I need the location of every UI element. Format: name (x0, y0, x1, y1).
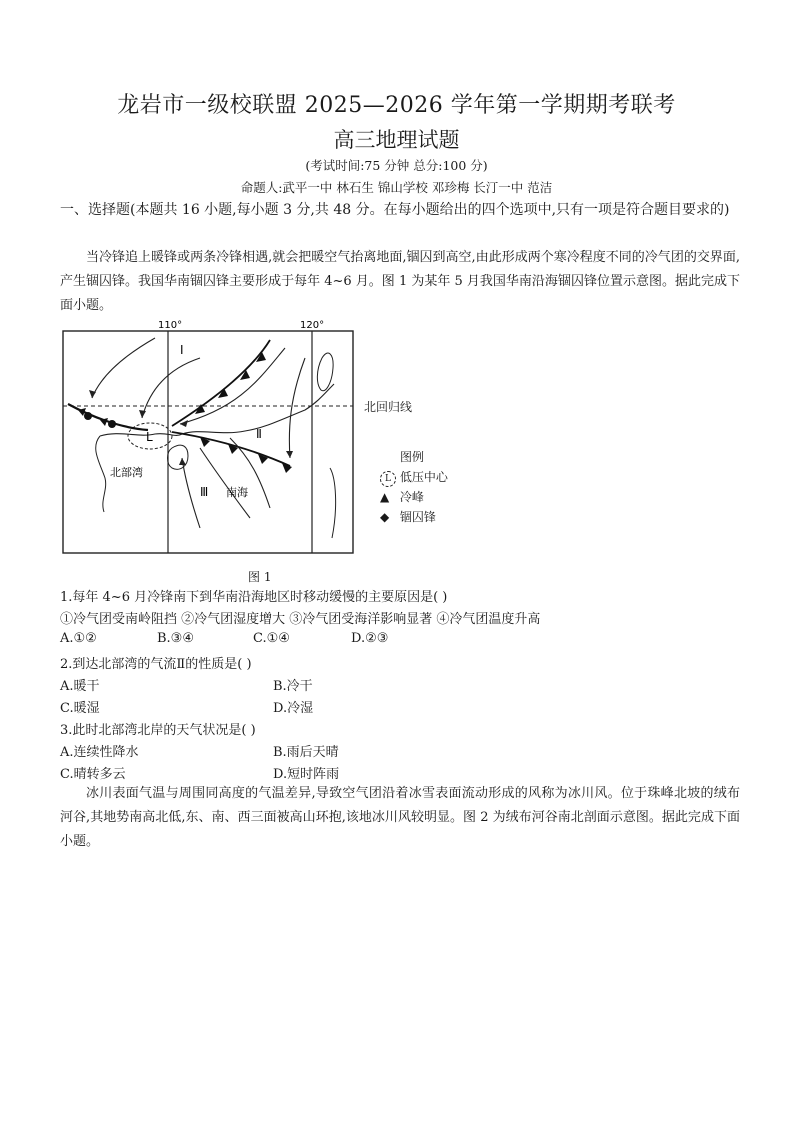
occluded-front (68, 404, 148, 430)
q2-option-b[interactable]: B.冷干 (273, 679, 313, 694)
legend-occluded (380, 508, 436, 525)
airflow-arrows (92, 338, 305, 528)
gulf-coast (96, 436, 106, 512)
question-3-stem: 3.此时北部湾北岸的天气状况是( ) (60, 723, 256, 738)
region-III-label: Ⅲ (200, 485, 209, 499)
q2-option-d[interactable]: D.冷湿 (273, 701, 314, 716)
q2-option-c[interactable]: C.暖湿 (60, 701, 100, 716)
q3-option-d[interactable]: D.短时阵雨 (273, 767, 340, 782)
map-svg (60, 318, 360, 570)
legend-cold-label: 冷峰 (399, 490, 424, 504)
legend-occluded-label: 锢囚锋 (399, 510, 436, 524)
question-1-statements: ①冷气团受南岭阻挡 ②冷气团湿度增大 ③冷气团受海洋影响显著 ④冷气团温度升高 (60, 612, 541, 627)
q2-option-a[interactable]: A.暖干 (60, 679, 100, 694)
q1-option-c[interactable]: C.①④ (253, 631, 290, 646)
front-symbols (78, 352, 292, 473)
tropic-label: 北回归线 (364, 400, 413, 414)
luzon-coast (330, 468, 336, 538)
gulf-label: 北部湾 (110, 466, 143, 479)
legend-low (380, 468, 448, 487)
figure-1-caption: 图 1 (248, 570, 272, 584)
low-legend-icon: L (380, 471, 396, 487)
q3-option-b[interactable]: B.雨后天晴 (273, 745, 339, 760)
q3-option-a[interactable]: A.连续性降水 (60, 745, 139, 760)
occluded-front-legend-icon: ◆ (380, 510, 390, 524)
hainan-island (168, 445, 189, 469)
exam-info: (考试时间:75 分钟 总分:100 分) (305, 158, 488, 173)
q1-option-b[interactable]: B.③④ (157, 631, 194, 646)
passage-1: 当冷锋追上暖锋或两条冷锋相遇,就会把暖空气抬离地面,锢囚到高空,由此形成两个寒冷程度不同的冷气团的交界面,产生锢囚锋。我国华南锢囚锋主要形成于每年 4~6 月。图 1 为某年 5 月我国华南沿海锢囚锋位置示意图。据此完成下面小题。 (60, 250, 740, 313)
cold-front-north (172, 340, 270, 426)
exam-subtitle: 高三地理试题 (333, 128, 460, 152)
section-heading: 一、选择题(本题共 16 小题,每小题 3 分,共 48 分。在每小题给出的四个选项中,只有一项是符合题目要求的) (60, 202, 730, 218)
question-1-stem: 1.每年 4~6 月冷锋南下到华南沿海地区时移动缓慢的主要原因是( ) (60, 590, 448, 605)
region-II-label: Ⅱ (256, 427, 262, 441)
lon-120-label: 120° (300, 320, 325, 331)
q1-option-a[interactable]: A.①② (60, 631, 97, 646)
legend-cold (380, 488, 424, 505)
exam-title: 龙岩市一级校联盟 2025—2026 学年第一学期期考联考 (117, 93, 676, 118)
low-symbol: L (146, 430, 153, 444)
taiwan-island (317, 353, 333, 391)
figure-1-map (60, 318, 360, 570)
cold-front-legend-icon: ▲ (380, 490, 390, 504)
lon-110-label: 110° (158, 320, 183, 331)
legend-low-label: 低压中心 (399, 470, 448, 484)
authors-line: 命题人:武平一中 林石生 锦山学校 邓珍梅 长汀一中 范洁 (240, 180, 553, 195)
region-I-label: Ⅰ (180, 343, 184, 357)
question-2-stem: 2.到达北部湾的气流Ⅱ的性质是( ) (60, 657, 252, 672)
legend-title: 图例 (400, 450, 425, 464)
sea-label: 南海 (226, 486, 248, 499)
q1-option-d[interactable]: D.②③ (351, 631, 389, 646)
q3-option-c[interactable]: C.晴转多云 (60, 767, 126, 782)
arrow-heads (89, 390, 293, 465)
passage-2: 冰川表面气温与周围同高度的气温差异,导致空气团沿着冰雪表面流动形成的风称为冰川风。位于珠峰北坡的绒布河谷,其地势南高北低,东、南、西三面被高山环抱,该地冰川风较明显。图 2 为绒布河谷南北剖面示意图。据此完成下面小题。 (60, 786, 740, 849)
